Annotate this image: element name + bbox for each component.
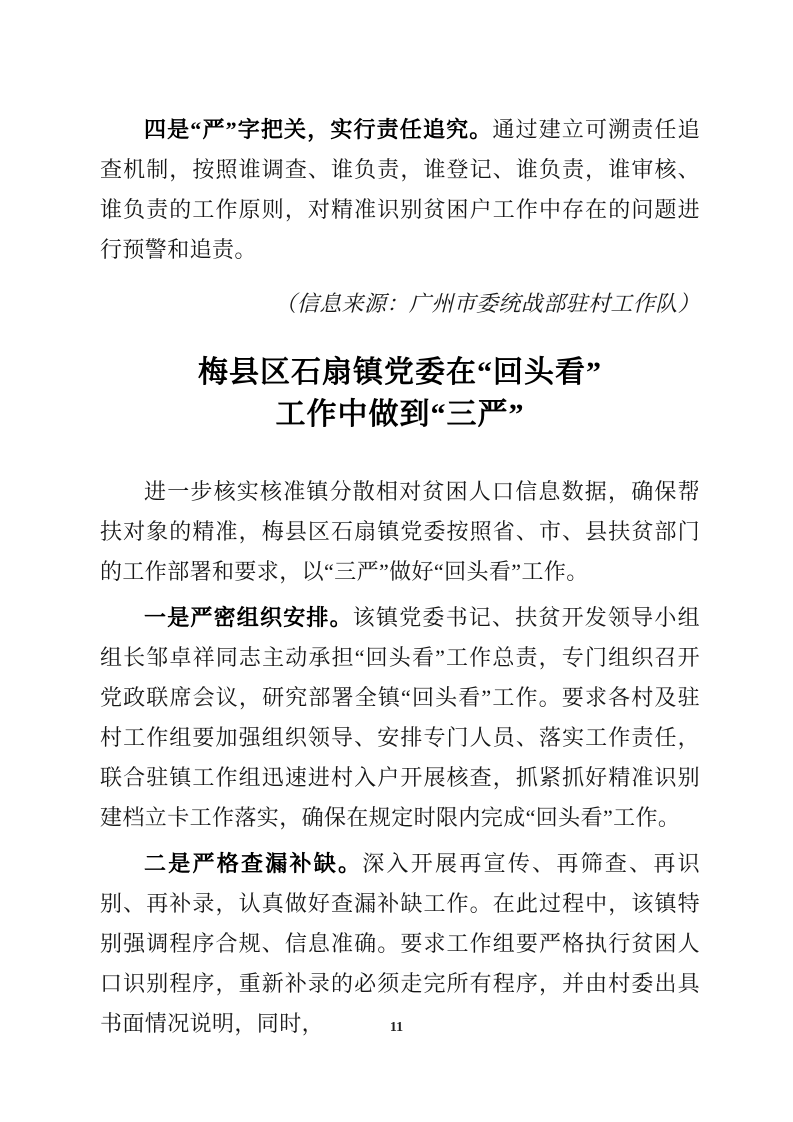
page-number: 11	[389, 1020, 404, 1035]
paragraph-body-text: 深入开展再宣传、再筛查、再识别、再补录，认真做好查漏补缺工作。在此过程中，该镇特别强调程序合规、信息准确。要求工作组要严格执行贫困人口识别程序，重新补录的必须走完所有程序，并由村委出具书面情况说明，同时，	[100, 851, 700, 1036]
paragraph-bold-lead: 二是严格查漏补缺。	[144, 851, 363, 876]
paragraph-bold-lead: 一是严密组织安排。	[144, 605, 353, 630]
paragraph-bold-lead: 四是“严”字把关，实行责任追究。	[144, 117, 493, 142]
prev-article-closing-paragraph	[100, 110, 700, 270]
article-intro-paragraph: 进一步核实核准镇分散相对贫困人口信息数据，确保帮扶对象的精准，梅县区石扇镇党委按照省、市、县扶贫部门的工作部署和要求，以“三严”做好“回头看”工作。	[100, 479, 700, 584]
paragraph-body-text: 该镇党委书记、扶贫开发领导小组组长邹卓祥同志主动承担“回头看”工作总责，专门组织召开党政联席会议，研究部署全镇“回头看”工作。要求各村及驻村工作组要加强组织领导、安排专门人员、落实工作责任，联合驻镇工作组迅速进村入户开展核查，抓紧抓好精准识别建档立卡工作落实，确保在规定时限内完成“回头看”工作。	[100, 605, 700, 830]
article-title-line1: 梅县区石扇镇党委在“回头看”	[198, 356, 602, 389]
article-point2-paragraph	[100, 844, 700, 1044]
info-source-line: （信息来源：广州市委统战部驻村工作队）	[274, 291, 700, 316]
article-title-line2: 工作中做到“三严”	[275, 398, 525, 431]
article-title	[100, 352, 700, 436]
paragraph-body-text: 通过建立可溯责任追查机制，按照谁调查、谁负责，谁登记、谁负责，谁审核、谁负责的工作原则，对精准识别贫困户工作中存在的问题进行预警和追责。	[100, 117, 700, 262]
article-point1-paragraph	[100, 598, 700, 838]
